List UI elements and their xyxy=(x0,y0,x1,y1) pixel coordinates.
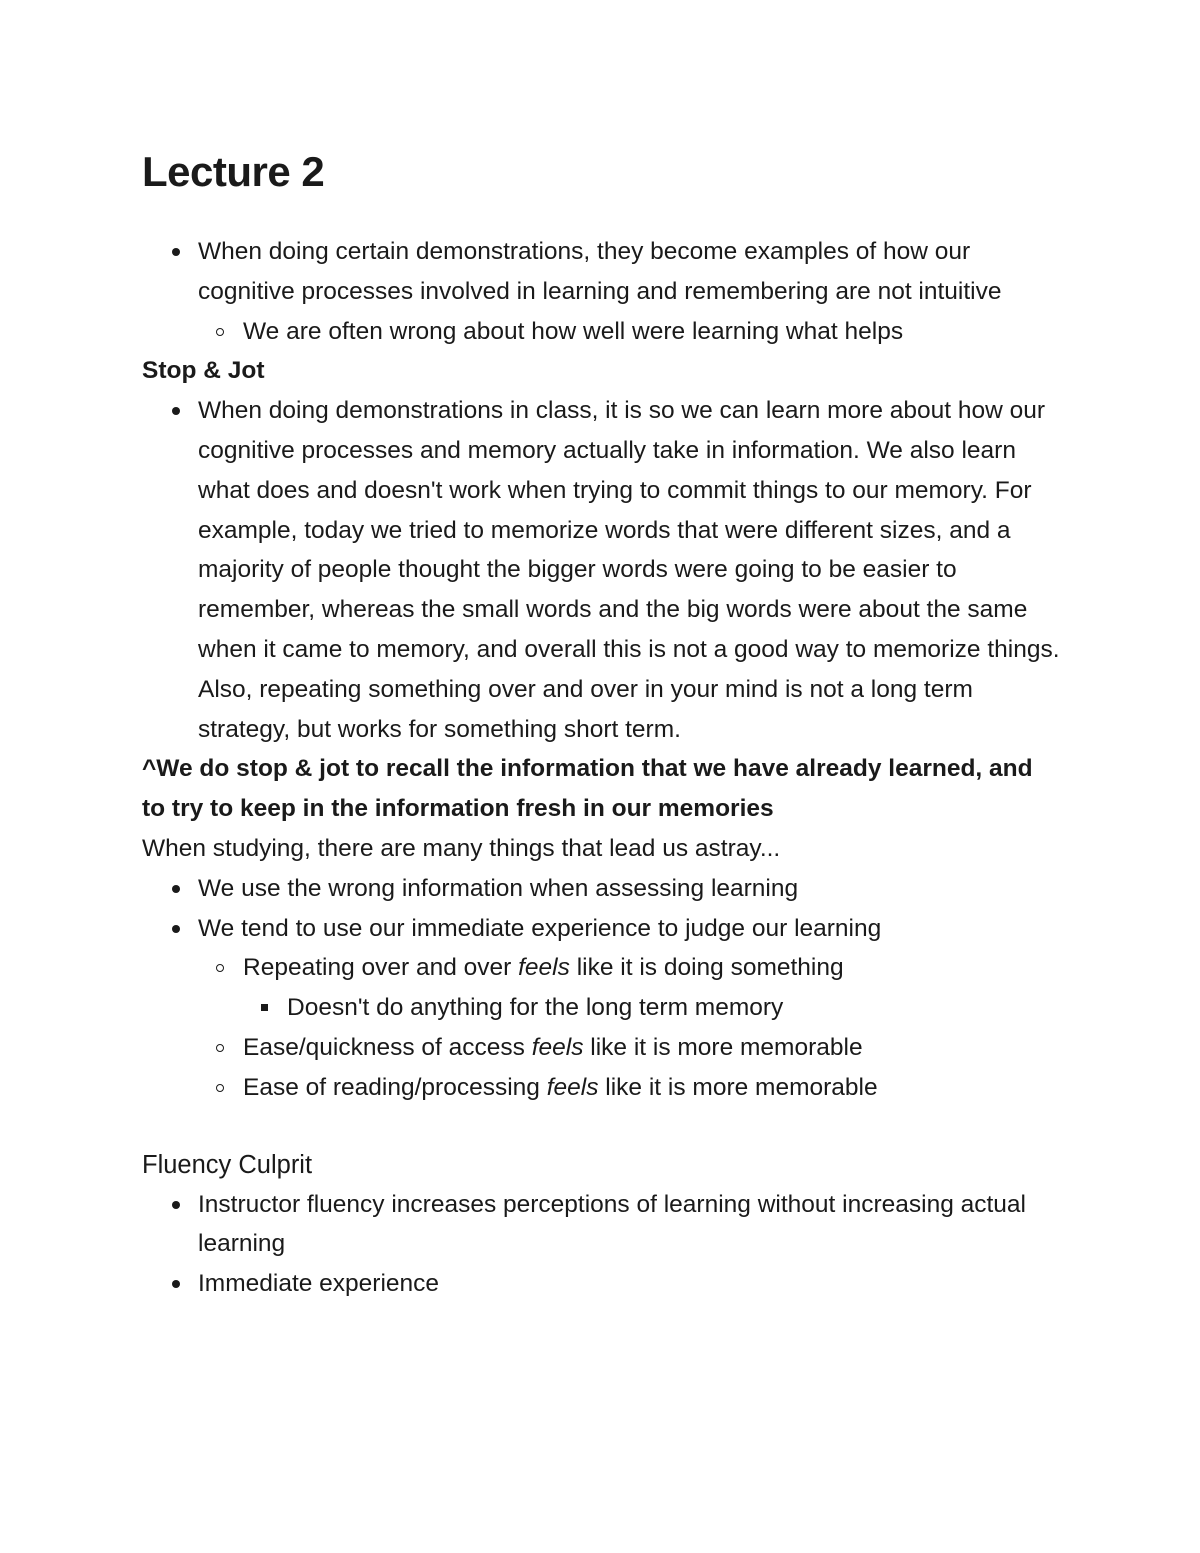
sub-sub-list-item xyxy=(142,988,1062,1028)
sub-text-after: like it is more memorable xyxy=(583,1033,863,1061)
list-item-text: Immediate experience xyxy=(198,1270,440,1298)
bullet-dot-icon xyxy=(172,391,184,431)
bullet-circle-icon xyxy=(216,1068,228,1108)
sub-text-before: Ease/quickness of access xyxy=(243,1033,532,1061)
sub-sub-list-item-text: Doesn't do anything for the long term memory xyxy=(287,994,784,1022)
list-item xyxy=(142,232,1062,312)
bullet-circle-icon xyxy=(216,1028,228,1068)
list-item xyxy=(142,391,1062,749)
bullet-dot-icon xyxy=(172,909,184,949)
list-item xyxy=(142,1185,1062,1265)
list-item-text: When doing certain demonstrations, they become examples of how our cognitive processes involved in learning and remembering are not intuitive xyxy=(198,238,1002,305)
bullet-circle-icon xyxy=(216,948,228,988)
intro-list xyxy=(142,232,1062,351)
sub-text-emphasis: feels xyxy=(546,1073,599,1101)
bullet-dot-icon xyxy=(172,1185,184,1225)
sub-text-before: Ease of reading/processing xyxy=(243,1073,547,1101)
sub-text-emphasis: feels xyxy=(518,954,570,982)
sub-list-item xyxy=(142,1068,1062,1108)
sub-text-before: Repeating over and over xyxy=(243,954,519,982)
stop-jot-bullet-text: When doing demonstrations in class, it is so we can learn more about how our cognitive processes and memory actually take in information. We also learn what does and doesn't work when trying to commit things to our memory. For example, today we tried to memorize words that were different sizes, and a majority of people thought the bigger words were going to be easier to remember, whereas the small words and the big words were about the same when it came to memory, and overall this is not a good way to memorize things. Also, repeating something over and over in your mind is not a long term strategy, but works for something short term. xyxy=(198,397,1060,743)
bullet-square-icon xyxy=(260,988,272,1028)
list-item-text: We tend to use our immediate experience to judge our learning xyxy=(198,914,882,942)
list-item xyxy=(142,909,1062,949)
stop-jot-heading: Stop & Jot xyxy=(142,357,265,385)
sub-text-emphasis: feels xyxy=(531,1033,584,1061)
sub-list-item xyxy=(142,1028,1062,1068)
list-item-text: Instructor fluency increases perceptions of learning without increasing actual learning xyxy=(198,1190,1026,1258)
bullet-dot-icon xyxy=(172,869,184,909)
sub-list-item xyxy=(142,948,1062,988)
list-item xyxy=(142,1264,1062,1304)
sub-list-item xyxy=(142,312,1062,352)
sub-list-item-text: We are often wrong about how well were learning what helps xyxy=(243,317,904,345)
page-title: Lecture 2 xyxy=(142,148,325,195)
bullet-dot-icon xyxy=(172,1264,184,1304)
studying-intro: When studying, there are many things that lead us astray... xyxy=(142,834,781,862)
bullet-circle-icon xyxy=(216,312,228,352)
list-item xyxy=(142,869,1062,909)
studying-list xyxy=(142,869,1062,1108)
sub-text-after: like it is more memorable xyxy=(598,1073,878,1101)
sub-text-after: like it is doing something xyxy=(569,954,844,982)
fluency-heading: Fluency Culprit xyxy=(142,1150,313,1179)
document-page xyxy=(142,146,1062,1304)
stop-jot-list xyxy=(142,391,1062,749)
stop-jot-note: ^We do stop & jot to recall the information that we have already learned, and to try to keep in the information fresh in our memories xyxy=(142,755,1033,823)
fluency-list xyxy=(142,1185,1062,1304)
bullet-dot-icon xyxy=(172,232,184,272)
list-item-text: We use the wrong information when assessing learning xyxy=(198,874,799,902)
